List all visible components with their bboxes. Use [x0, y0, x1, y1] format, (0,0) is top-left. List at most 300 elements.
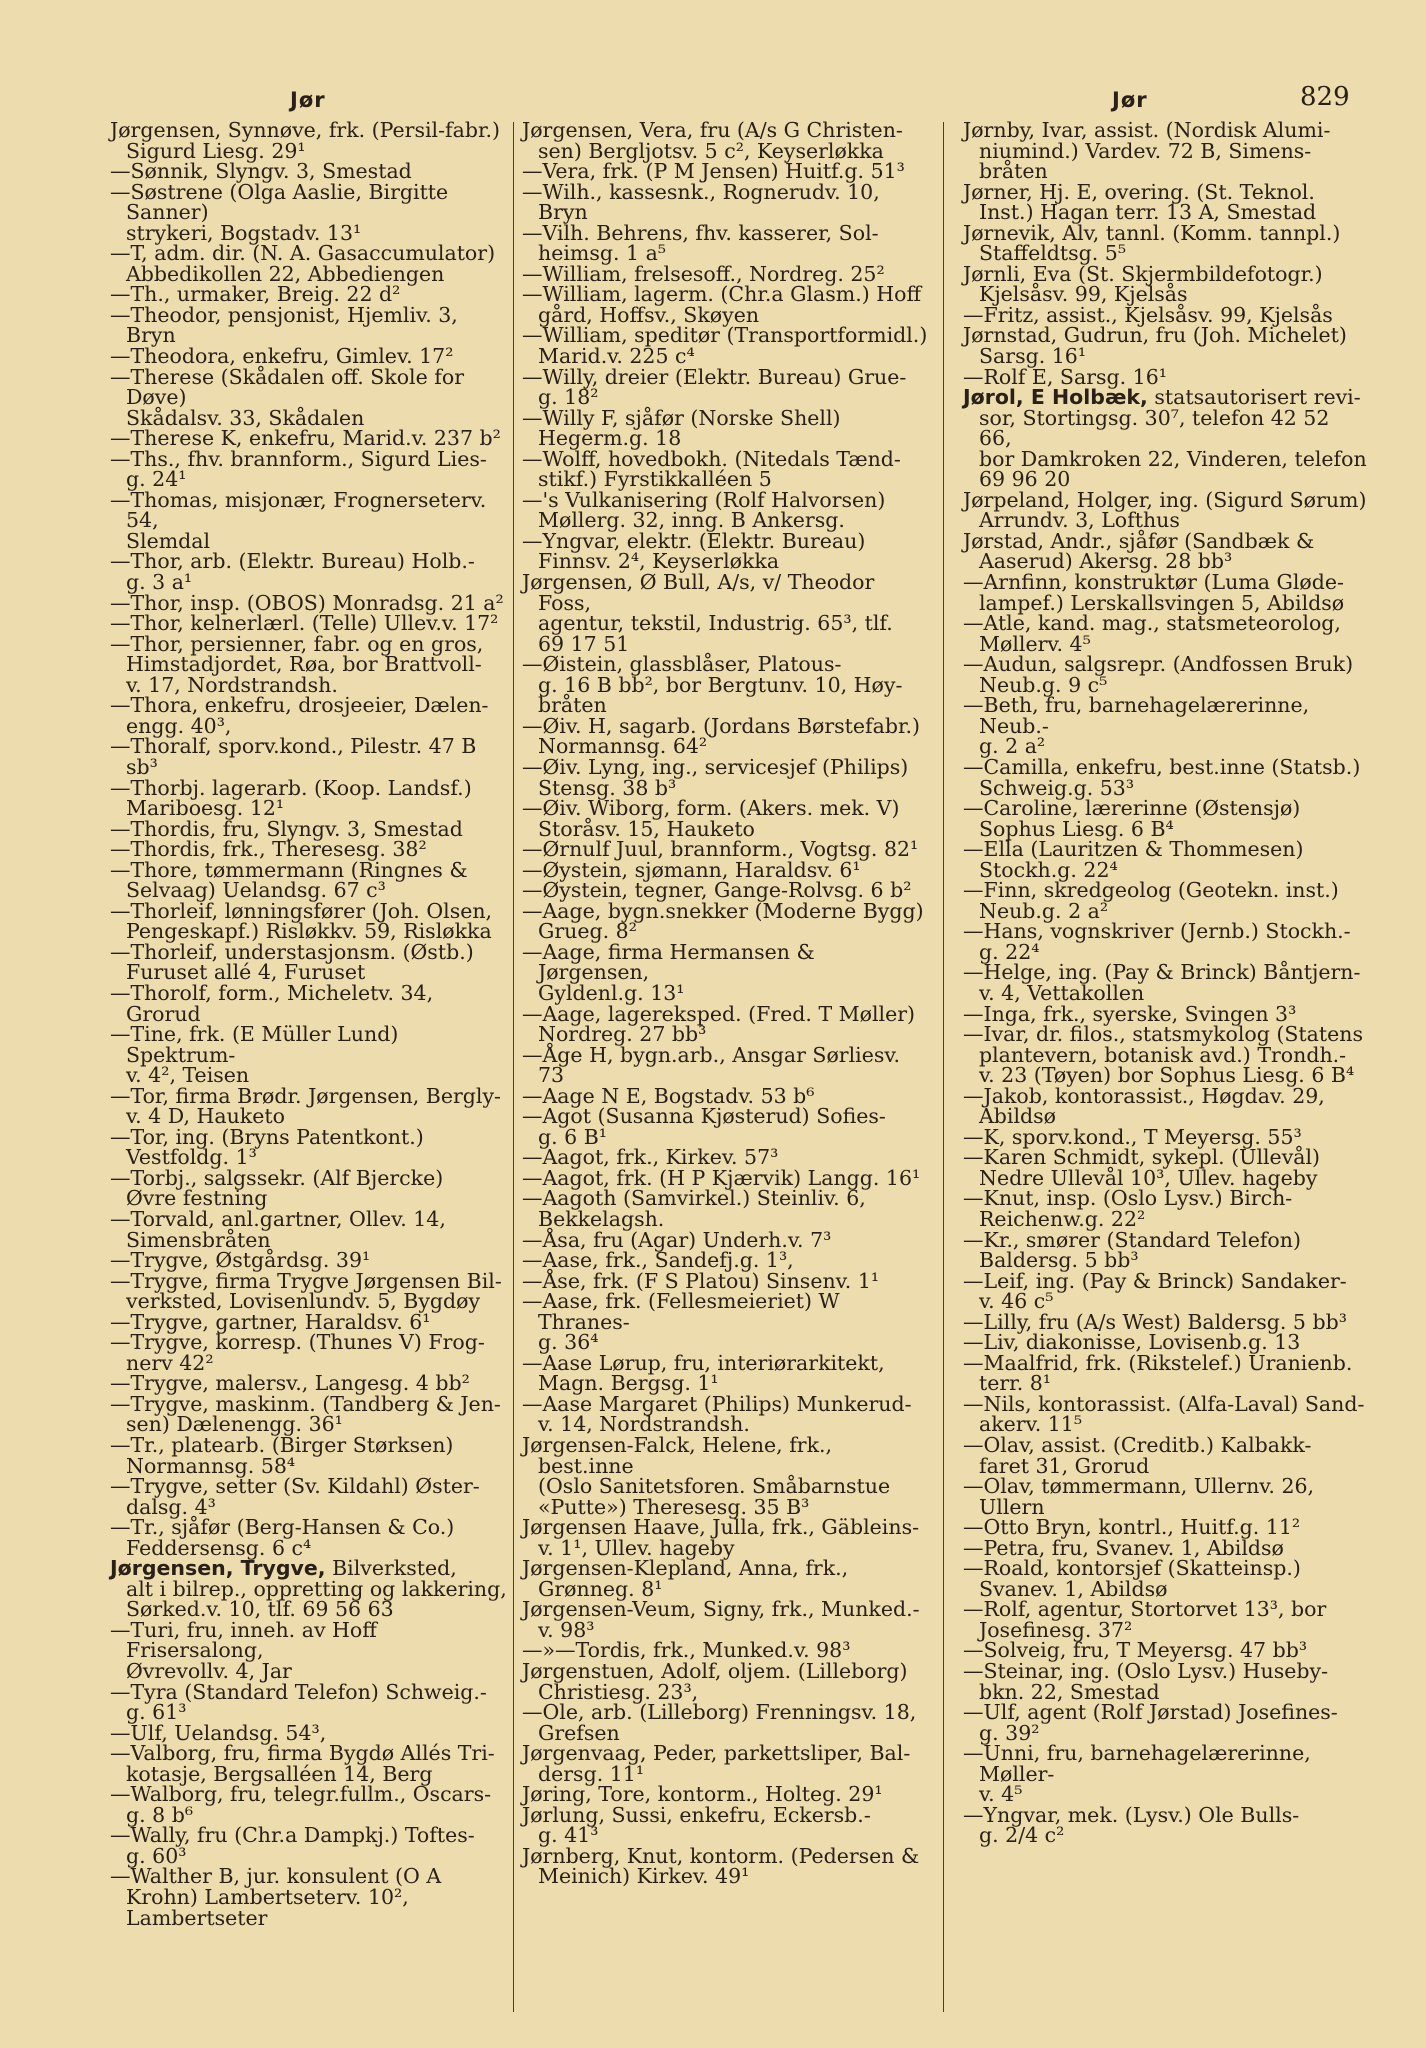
entry-line: —Aage, bygn.snekker (Moderne Bygg): [522, 898, 924, 923]
entry-line: v. 4, Vettakollen: [979, 980, 1145, 1005]
directory-entry: [963, 179, 1368, 225]
directory-entry: [522, 1599, 932, 1640]
entry-line: —Åsa, fru (Agar) Underh.v. 7³: [522, 1227, 832, 1252]
entry-line: —Thordis, frk., Theresesg. 38²: [110, 837, 427, 862]
directory-entry: [963, 1350, 1368, 1396]
entry-line: bkn. 22, Smestad: [979, 1679, 1160, 1704]
entry-line: —Ørnulf Juul, brannform., Vogtsg. 82¹: [522, 837, 919, 862]
directory-entry: [110, 1165, 510, 1211]
entry-line: Jørpeland, Holger, ing. (Sigurd Sørum): [963, 487, 1367, 512]
directory-entry: [963, 754, 1368, 800]
directory-entry: [963, 302, 1368, 327]
entry-line: —Lilly, fru (A/s West) Baldersg. 5 bb³: [963, 1309, 1347, 1334]
directory-entry: [522, 1250, 932, 1271]
directory-entry: [110, 613, 510, 634]
entry-line: Abildsø: [979, 1104, 1057, 1129]
entry-line: Jørlung, Sussi, enkefru, Eckersb.-: [522, 1802, 871, 1827]
entry-line: v. 4 D, Hauketo: [126, 1104, 285, 1129]
entry-line: —Åse, frk. (F S Platou) Sinsenv. 1¹: [522, 1268, 880, 1293]
directory-entry: [522, 179, 932, 225]
entry-line: —Aage, firma Hermansen & Jørgensen,: [522, 939, 815, 985]
entry-line: —Ths., fhv. brannform., Sigurd Lies-: [110, 446, 487, 471]
directory-entry: [110, 775, 510, 821]
directory-entry: [963, 1188, 1368, 1229]
entry-line: —Yngvar, mek. (Lysv.) Ole Bulls-: [963, 1802, 1300, 1827]
directory-entry: [522, 405, 932, 451]
entry-line: —Ulf, agent (Rolf Jørstad) Josefines-: [963, 1700, 1338, 1725]
directory-entry: [110, 120, 510, 161]
entry-line: Møllerg. 32, inng. B Ankersg.: [538, 508, 845, 533]
directory-entry: [110, 631, 510, 697]
entry-line: g. 60³: [126, 1843, 187, 1868]
entry-line: —Tyra (Standard Telefon) Schweig.-: [110, 1679, 487, 1704]
entry-line: heimsg. 1 a⁵: [538, 241, 667, 266]
entry-line: —Inga, frk., syerske, Svingen 3³: [963, 1001, 1297, 1026]
entry-line: —Tr., sjåfør (Berg-Hansen & Co.): [110, 1515, 455, 1540]
entry-line: —Trygve, gartner, Haraldsv. 6¹: [110, 1309, 431, 1334]
directory-entry: [522, 1802, 932, 1848]
entry-line: —Aagot, frk. (H P Kjærvik) Langg. 16¹: [522, 1165, 921, 1190]
entry-line: —Beth, fru, barnehagelærerinne, Neub.-: [963, 693, 1310, 738]
entry-line: sor, Stortingsg. 30⁷, telefon 42 52 66,: [979, 405, 1330, 451]
directory-entry: [963, 1476, 1368, 1517]
directory-entry: [522, 1435, 932, 1517]
entry-line: —Karen Schmidt, sykepl. (Ullevål): [963, 1145, 1321, 1170]
entry-line: Sørked.v. 10, tlf. 69 56 63: [126, 1597, 394, 1622]
directory-entry: [963, 1743, 1368, 1805]
entry-line: —Rolf, agentur, Stortorvet 13³, bor: [963, 1597, 1327, 1622]
entry-line: Bryn: [126, 323, 176, 348]
entry-line: Lambertseter: [126, 1905, 268, 1930]
entry-line: —Theodor, pensjonist, Hjemliv. 3,: [110, 302, 458, 327]
entry-line: —Finn, skredgeolog (Geotekn. inst.): [963, 878, 1339, 903]
entry-line: —Petra, fru, Svanev. 1, Abildsø: [963, 1535, 1284, 1560]
entry-line: —Aagot, frk., Kirkev. 57³: [522, 1145, 779, 1170]
directory-entry: [110, 857, 510, 903]
entry-line: v. 17, Nordstrandsh.: [126, 672, 338, 697]
column-1: [110, 120, 510, 1928]
entry-line: engg. 40³,: [126, 713, 232, 738]
directory-entry: [963, 798, 1368, 839]
directory-entry: [963, 1661, 1368, 1702]
entry-line: —Trygve, firma Trygve Jørgensen Bil-: [110, 1268, 502, 1293]
entry-line: Slemdal: [126, 528, 211, 553]
entry-line: v. 14, Nordstrandsh.: [538, 1412, 750, 1437]
entry-line: Marid.v. 225 c⁴: [538, 344, 695, 369]
entry-line: terr. 8¹: [979, 1371, 1052, 1396]
entry-line: Sigurd Liesg. 29¹: [126, 138, 306, 163]
directory-entry: [963, 323, 1368, 369]
directory-entry: [110, 1720, 510, 1745]
entry-line: —Tr., platearb. (Birger Størksen): [110, 1433, 454, 1457]
directory-entry: [522, 1517, 932, 1558]
directory-entry: [110, 590, 510, 615]
entry-line: —Leif, ing. (Pay & Brinck) Sandaker-: [963, 1268, 1347, 1293]
entry-line: Jørnberg, Knut, kontorm. (Pedersen &: [522, 1843, 920, 1868]
directory-entry: [110, 898, 510, 944]
directory-entry: [110, 1391, 510, 1437]
entry-line: v. 46 c⁵: [979, 1289, 1054, 1314]
entry-line: —Arnfinn, konstruktør (Luma Gløde-: [963, 570, 1344, 595]
directory-entry: [522, 1106, 932, 1147]
directory-entry: [110, 1206, 510, 1252]
directory-entry: [522, 1743, 932, 1784]
directory-entry: [110, 243, 510, 284]
directory-entry: [963, 1083, 1368, 1129]
entry-line: gård, Hoffsv., Skøyen: [538, 302, 760, 327]
entry-line: —Helge, ing. (Pay & Brinck) Båntjern-: [963, 960, 1361, 985]
entry-line: Simensbråten: [126, 1227, 271, 1252]
entry-line: Kjelsåsv. 99, Kjelsås: [979, 282, 1188, 307]
directory-entry: [522, 654, 932, 716]
entry-line: —Therese (Skådalen off. Skole for Døve): [110, 364, 464, 410]
entry-line: Normannsg. 58⁴: [126, 1453, 296, 1478]
directory-entry: [522, 839, 932, 860]
entry-line: sen) Dælenengg. 36¹: [126, 1412, 343, 1437]
entry-line: v. 1¹, Ullev. hageby: [538, 1535, 735, 1560]
directory-entry: [963, 261, 1368, 307]
directory-entry: [963, 1640, 1368, 1661]
entry-line: Himstadjordet, Røa, bor Brattvoll-: [126, 652, 482, 677]
entry-line: Jørgensen-Veum, Signy, frk., Munked.-: [522, 1597, 920, 1622]
entry-line: —Thore, tømmermann (Ringnes &: [110, 857, 468, 882]
entry-line: g. 2/4 c²: [979, 1823, 1065, 1848]
entry-line: —Øiv. H, sagarb. (Jordans Børstefabr.): [522, 713, 921, 738]
directory-entry: [963, 1435, 1368, 1476]
directory-entry: [110, 1332, 510, 1373]
entry-line: lampef.) Lerskallsvingen 5, Abildsø: [979, 590, 1345, 615]
directory-entry: [522, 364, 932, 410]
entry-line: «Putte») Theresesg. 35 B³: [538, 1494, 810, 1519]
entry-line: —Åge H, bygn.arb., Ansgar Sørliesv. 73: [522, 1042, 901, 1088]
directory-entry: [522, 898, 932, 944]
entry-line: 69 96 20: [979, 467, 1071, 492]
entry-line: Jørgenvaag, Peder, parkettsliper, Bal-: [522, 1741, 911, 1766]
entry-line: Gyldenl.g. 13¹: [538, 980, 685, 1005]
directory-entry: [110, 1373, 510, 1394]
directory-entry: [963, 1702, 1368, 1743]
entry-line: —Therese K, enkefru, Marid.v. 237 b²: [110, 426, 501, 451]
entry-line: —Tine, frk. (E Müller Lund) Spektrum-: [110, 1022, 399, 1067]
directory-entry: [963, 880, 1368, 921]
entry-line: —Willy F, sjåfør (Norske Shell): [522, 405, 841, 430]
entry-line: g. 16 B bb², bor Bergtunv. 10, Høy-: [538, 672, 903, 697]
directory-entry: [110, 1517, 510, 1558]
entry-line: Finnsv. 2⁴, Keyserløkka: [538, 549, 780, 574]
entry-line: Nedre Ullevål 10³, Ullev. hageby: [979, 1165, 1318, 1190]
entry-line: —Ulf, Uelandsg. 54³,: [110, 1720, 327, 1745]
directory-entry: [963, 1124, 1368, 1149]
entry-line: —Olav, assist. (Creditb.) Kalbakk-: [963, 1433, 1312, 1457]
directory-entry: [110, 364, 510, 430]
directory-entry: [963, 387, 1368, 490]
entry-line: Jørgensen, Vera, fru (A/s G Christen-: [522, 118, 903, 142]
directory-entry: [110, 695, 510, 736]
entry-line: akerv. 11⁵: [979, 1412, 1083, 1437]
entry-line: g. 39²: [979, 1720, 1040, 1745]
entry-line: —Thoralf, sporv.kond., Pilestr. 47 B sb³: [110, 734, 477, 779]
entry-line: —Øiv. Wiborg, form. (Akers. mek. V): [522, 796, 900, 821]
entry-line: —'s Vulkanisering (Rolf Halvorsen): [522, 487, 886, 512]
directory-entry: [110, 1558, 510, 1620]
entry-line: Jøring, Tore, kontorm., Holteg. 29¹: [522, 1782, 883, 1807]
entry-line: —Thora, enkefru, drosjeeier, Dælen-: [110, 693, 489, 718]
entry-line: nerv 42²: [126, 1350, 214, 1375]
entry-line: Jørnstad, Gudrun, fru (Joh. Michelet): [963, 323, 1347, 348]
entry-line: —Aase Margaret (Philips) Munkerud-: [522, 1391, 912, 1416]
entry-line: —Walther B, jur. konsulent (O A: [110, 1864, 442, 1889]
entry-line: Christiesg. 23³,: [538, 1679, 699, 1704]
entry-line: Vestfoldg. 1³: [126, 1145, 257, 1170]
directory-entry: [522, 713, 932, 759]
directory-entry: [522, 1784, 932, 1805]
entry-line: —Agot (Susanna Kjøsterud) Sofies-: [522, 1104, 886, 1129]
directory-entry: [110, 1124, 510, 1170]
entry-line: —Ella (Lauritzen & Thommesen): [963, 837, 1304, 862]
entry-line: Sarsg. 16¹: [979, 344, 1087, 369]
directory-entry: [522, 120, 932, 161]
entry-line: Normannsg. 64²: [538, 734, 708, 759]
directory-entry: [110, 487, 510, 553]
entry-line: —Trygve, maskinm. (Tandberg & Jen-: [110, 1391, 501, 1416]
header-left: Jør: [290, 88, 326, 112]
entry-line: Stensg. 38 b³: [538, 775, 677, 800]
entry-line: —Th., urmaker, Breig. 22 d²: [110, 282, 401, 307]
entry-line: Bekkelagsh.: [538, 1206, 665, 1231]
entry-line: —Aage N E, Bogstadv. 53 b⁶: [522, 1083, 815, 1108]
directory-entry: [522, 1291, 932, 1353]
entry-line: Sophus Liesg. 6 B⁴: [979, 816, 1174, 841]
directory-entry: [963, 962, 1368, 1003]
entry-line: Øvre festning: [126, 1186, 268, 1211]
entry-line: —Valborg, fru, firma Bygdø Allés Tri-: [110, 1741, 495, 1766]
directory-entry: [110, 179, 510, 245]
entry-line: —Trygve, Østgårdsg. 39¹: [110, 1248, 371, 1273]
entry-line: Nordreg. 27 bb³: [538, 1022, 707, 1047]
entry-line: Meinich) Kirkev. 49¹: [538, 1864, 750, 1889]
entry-line: —Søstrene (Olga Aaslie, Birgitte Sanner): [110, 179, 449, 225]
entry-line: g. 36⁴: [538, 1330, 599, 1355]
entry-line: g. 41³: [538, 1823, 599, 1848]
entry-line: Jørol, E Holbæk, statsautorisert revi-: [963, 385, 1361, 410]
entry-line: Neub.g. 9 c⁵: [979, 672, 1108, 697]
entry-line: Aaserud) Akersg. 28 bb³: [979, 549, 1233, 574]
entry-line: agentur, tekstil, Industrig. 65³, tlf.: [538, 611, 893, 636]
directory-entry: [110, 839, 510, 860]
entry-line: —»—Tordis, frk., Munked.v. 98³: [522, 1638, 851, 1663]
entry-line: —Thor, insp. (OBOS) Monradsg. 21 a²: [110, 590, 504, 615]
entry-line: —Caroline, lærerinne (Østensjø): [963, 796, 1301, 821]
directory-entry: [963, 1227, 1368, 1273]
entry-line: Grønneg. 8¹: [538, 1576, 663, 1601]
entry-line: —Jakob, kontorassist., Høgdav. 29,: [963, 1083, 1325, 1108]
entry-line: stikf.) Fyrstikkalléen 5: [538, 467, 772, 492]
directory-entry: [522, 857, 932, 882]
directory-entry: [963, 1309, 1368, 1334]
directory-entry: [110, 284, 510, 305]
directory-entry: [110, 939, 510, 985]
directory-entry: [522, 1702, 932, 1743]
directory-entry: [522, 446, 932, 492]
entry-line: g. 6 B¹: [538, 1124, 607, 1149]
directory-entry: [963, 1558, 1368, 1599]
directory-entry: [522, 1350, 932, 1396]
entry-line: —Unni, fru, barnehagelærerinne, Møller-: [963, 1741, 1311, 1786]
entry-line: —Ivar, dr. filos., statsmykolog (Statens: [963, 1022, 1363, 1047]
entry-line: Jørgensen Haave, Julla, frk., Gäbleins-: [522, 1515, 920, 1540]
directory-entry: [110, 1784, 510, 1825]
entry-line: —Audun, salgsrepr. (Andfossen Bruk): [963, 652, 1354, 677]
directory-entry: [110, 1866, 510, 1928]
directory-entry: [110, 1825, 510, 1866]
directory-entry: [522, 284, 932, 325]
entry-line: —Wilh., kassesnk., Rognerudv. 10, Bryn: [522, 179, 880, 225]
entry-line: bråten: [538, 693, 607, 718]
column-3: [963, 120, 1368, 1846]
directory-entry: [110, 1435, 510, 1476]
directory-entry: [110, 1309, 510, 1334]
entry-line: —Rolf E, Sarsg. 16¹: [963, 364, 1167, 389]
directory-entry: [963, 1517, 1368, 1538]
entry-line: Abbedikollen 22, Abbediengen: [126, 261, 445, 286]
entry-line: —Thor, persienner, fabr. og en gros,: [110, 631, 484, 656]
entry-line: v. 98³: [538, 1617, 595, 1642]
entry-line: g. 2 a²: [979, 734, 1046, 759]
entry-line: —T, adm. dir. (N. A. Gasaccumulator): [110, 241, 496, 266]
directory-entry: [963, 120, 1368, 182]
entry-line: —Liv, diakonisse, Lovisenb.g. 13: [963, 1330, 1301, 1355]
directory-entry: [110, 1617, 510, 1684]
directory-entry: [522, 1391, 932, 1437]
entry-line: —Vilh. Behrens, fhv. kasserer, Sol-: [522, 220, 879, 245]
directory-entry: [963, 220, 1368, 266]
column-divider: [943, 122, 944, 2012]
entry-line: Ullern: [979, 1494, 1045, 1519]
entry-line: Pengeskapf.) Risløkkv. 59, Risløkka: [126, 919, 492, 944]
entry-line: sen) Bergljotsv. 5 c², Keyserløkka: [538, 138, 884, 163]
directory-entry: [963, 839, 1368, 880]
entry-line: Mariboesg. 12¹: [126, 796, 285, 821]
directory-entry: [963, 1535, 1368, 1560]
entry-line: —Theodora, enkefru, Gimlev. 17²: [110, 344, 454, 369]
directory-entry: [110, 1083, 510, 1129]
directory-entry: [963, 572, 1368, 613]
entry-line: dersg. 11¹: [538, 1761, 645, 1786]
directory-entry: [110, 980, 510, 1026]
entry-line: Staffeldtsg. 5⁵: [979, 241, 1127, 266]
directory-entry: [522, 1843, 932, 1889]
directory-entry: [522, 1083, 932, 1108]
entry-line: —Aase Lørup, fru, interiørarkitekt,: [522, 1350, 885, 1375]
entry-line: g. 8 b⁶: [126, 1802, 194, 1827]
directory-entry: [110, 1268, 510, 1314]
directory-entry: [110, 161, 510, 182]
entry-line: verksted, Lovisenlundv. 5, Bygdøy: [126, 1289, 481, 1314]
entry-line: —Thorleif, lønningsfører (Joh. Olsen,: [110, 898, 493, 923]
entry-line: Baldersg. 5 bb³: [979, 1248, 1139, 1273]
entry-line: plantevern, botanisk avd.) Trondh.-: [979, 1042, 1347, 1067]
directory-entry: [522, 1042, 932, 1088]
entry-line: —Otto Bryn, kontrl., Huitf.g. 11²: [963, 1515, 1301, 1540]
directory-entry: [963, 1001, 1368, 1026]
entry-line: v. 23 (Tøyen) bor Sophus Liesg. 6 B⁴: [979, 1063, 1355, 1088]
directory-entry: [110, 549, 510, 595]
directory-entry: [522, 220, 932, 266]
directory-entry: [522, 1227, 932, 1252]
directory-entry: [522, 1001, 932, 1047]
directory-entry: [963, 1332, 1368, 1353]
entry-line: Jørnevik, Alv, tannl. (Komm. tannpl.): [963, 220, 1341, 245]
directory-entry: [522, 1661, 932, 1702]
entry-line: —Øiv. Lyng, ing., servicesjef (Philips): [522, 754, 909, 779]
entry-line: —Camilla, enkefru, best.inne (Statsb.): [963, 754, 1361, 779]
entry-line: Jørnli, Eva (St. Skjermbildefotogr.): [963, 261, 1323, 286]
entry-line: g. 3 a¹: [126, 570, 193, 595]
entry-line: Jørgensen-Falck, Helene, frk., best.inne: [522, 1433, 833, 1478]
entry-line: Jørgensen, Synnøve, frk. (Persil-fabr.): [110, 118, 501, 142]
directory-entry: [522, 161, 932, 182]
directory-entry: [522, 487, 932, 533]
entry-line: strykeri, Bogstadv. 13¹: [126, 220, 362, 245]
entry-line: —Roald, kontorsjef (Skatteinsp.): [963, 1556, 1301, 1581]
directory-entry: [110, 428, 510, 449]
entry-line: —Fritz, assist., Kjelsåsv. 99, Kjelsås: [963, 302, 1333, 327]
entry-line: —Yngvar, elektr. (Elektr. Bureau): [522, 528, 866, 553]
entry-line: (Oslo Sanitetsforen. Småbarnstue: [538, 1474, 891, 1499]
entry-line: —Atle, kand. mag., statsmeteorolog,: [963, 611, 1341, 636]
entry-line: —Maalfrid, frk. (Rikstelef.) Uranienb.: [963, 1350, 1353, 1375]
entry-line: faret 31, Grorud: [979, 1453, 1150, 1478]
directory-entry: [963, 364, 1368, 389]
entry-line: g. 61³: [126, 1700, 187, 1725]
entry-line: —Torbj., salgssekr. (Alf Bjercke): [110, 1165, 444, 1190]
directory-entry: [963, 1391, 1368, 1437]
entry-line: dalsg. 4³: [126, 1494, 216, 1519]
entry-line: Magn. Bergsg. 1¹: [538, 1371, 719, 1396]
entry-line: bråten: [979, 159, 1048, 184]
entry-line: —Vera, frk. (P M Jensen) Huitf.g. 51³: [522, 159, 905, 184]
entry-line: Jørgenstuen, Adolf, oljem. (Lilleborg): [522, 1659, 908, 1684]
entry-line: kotasje, Bergsalléen 14, Berg: [126, 1761, 433, 1786]
directory-entry: [110, 1250, 510, 1271]
entry-line: —Steinar, ing. (Oslo Lysv.) Huseby-: [963, 1659, 1329, 1684]
entry-line: —Trygve, korresp. (Thunes V) Frog-: [110, 1330, 485, 1355]
entry-line: Storåsv. 15, Hauketo: [538, 816, 755, 841]
entry-line: niumind.) Vardev. 72 B, Simens-: [979, 138, 1312, 163]
entry-line: —Thor, arb. (Elektr. Bureau) Holb.-: [110, 549, 475, 574]
entry-line: —Thorbj. lagerarb. (Koop. Landsf.): [110, 775, 472, 800]
directory-entry: [110, 302, 510, 348]
directory-entry: [522, 1558, 932, 1599]
directory-entry: [963, 921, 1368, 962]
directory-entry: [522, 1188, 932, 1229]
directory-entry: [522, 572, 932, 654]
entry-line: Skådalsv. 33, Skådalen: [126, 405, 365, 430]
entry-line: —Turi, fru, inneh. av Hoff Frisersalong,: [110, 1617, 377, 1663]
directory-entry: [963, 695, 1368, 757]
directory-entry: [522, 754, 932, 800]
entry-line: Schweig.g. 53³: [979, 775, 1135, 800]
entry-line: —Thor, kelnerlærl. (Telle) Ullev.v. 17²: [110, 611, 499, 636]
entry-line: g. 18²: [538, 385, 599, 410]
entry-line: alt i bilrep., oppretting og lakkering,: [126, 1576, 507, 1601]
entry-line: v. 4⁵: [979, 1782, 1023, 1807]
entry-line: Jørstad, Andr., sjåfør (Sandbæk &: [963, 528, 1315, 553]
directory-entry: [963, 613, 1368, 654]
directory-entry: [963, 1268, 1368, 1314]
entry-line: Selvaag) Uelandsg. 67 c³: [126, 878, 386, 903]
entry-line: —Torvald, anl.gartner, Ollev. 14,: [110, 1206, 446, 1231]
